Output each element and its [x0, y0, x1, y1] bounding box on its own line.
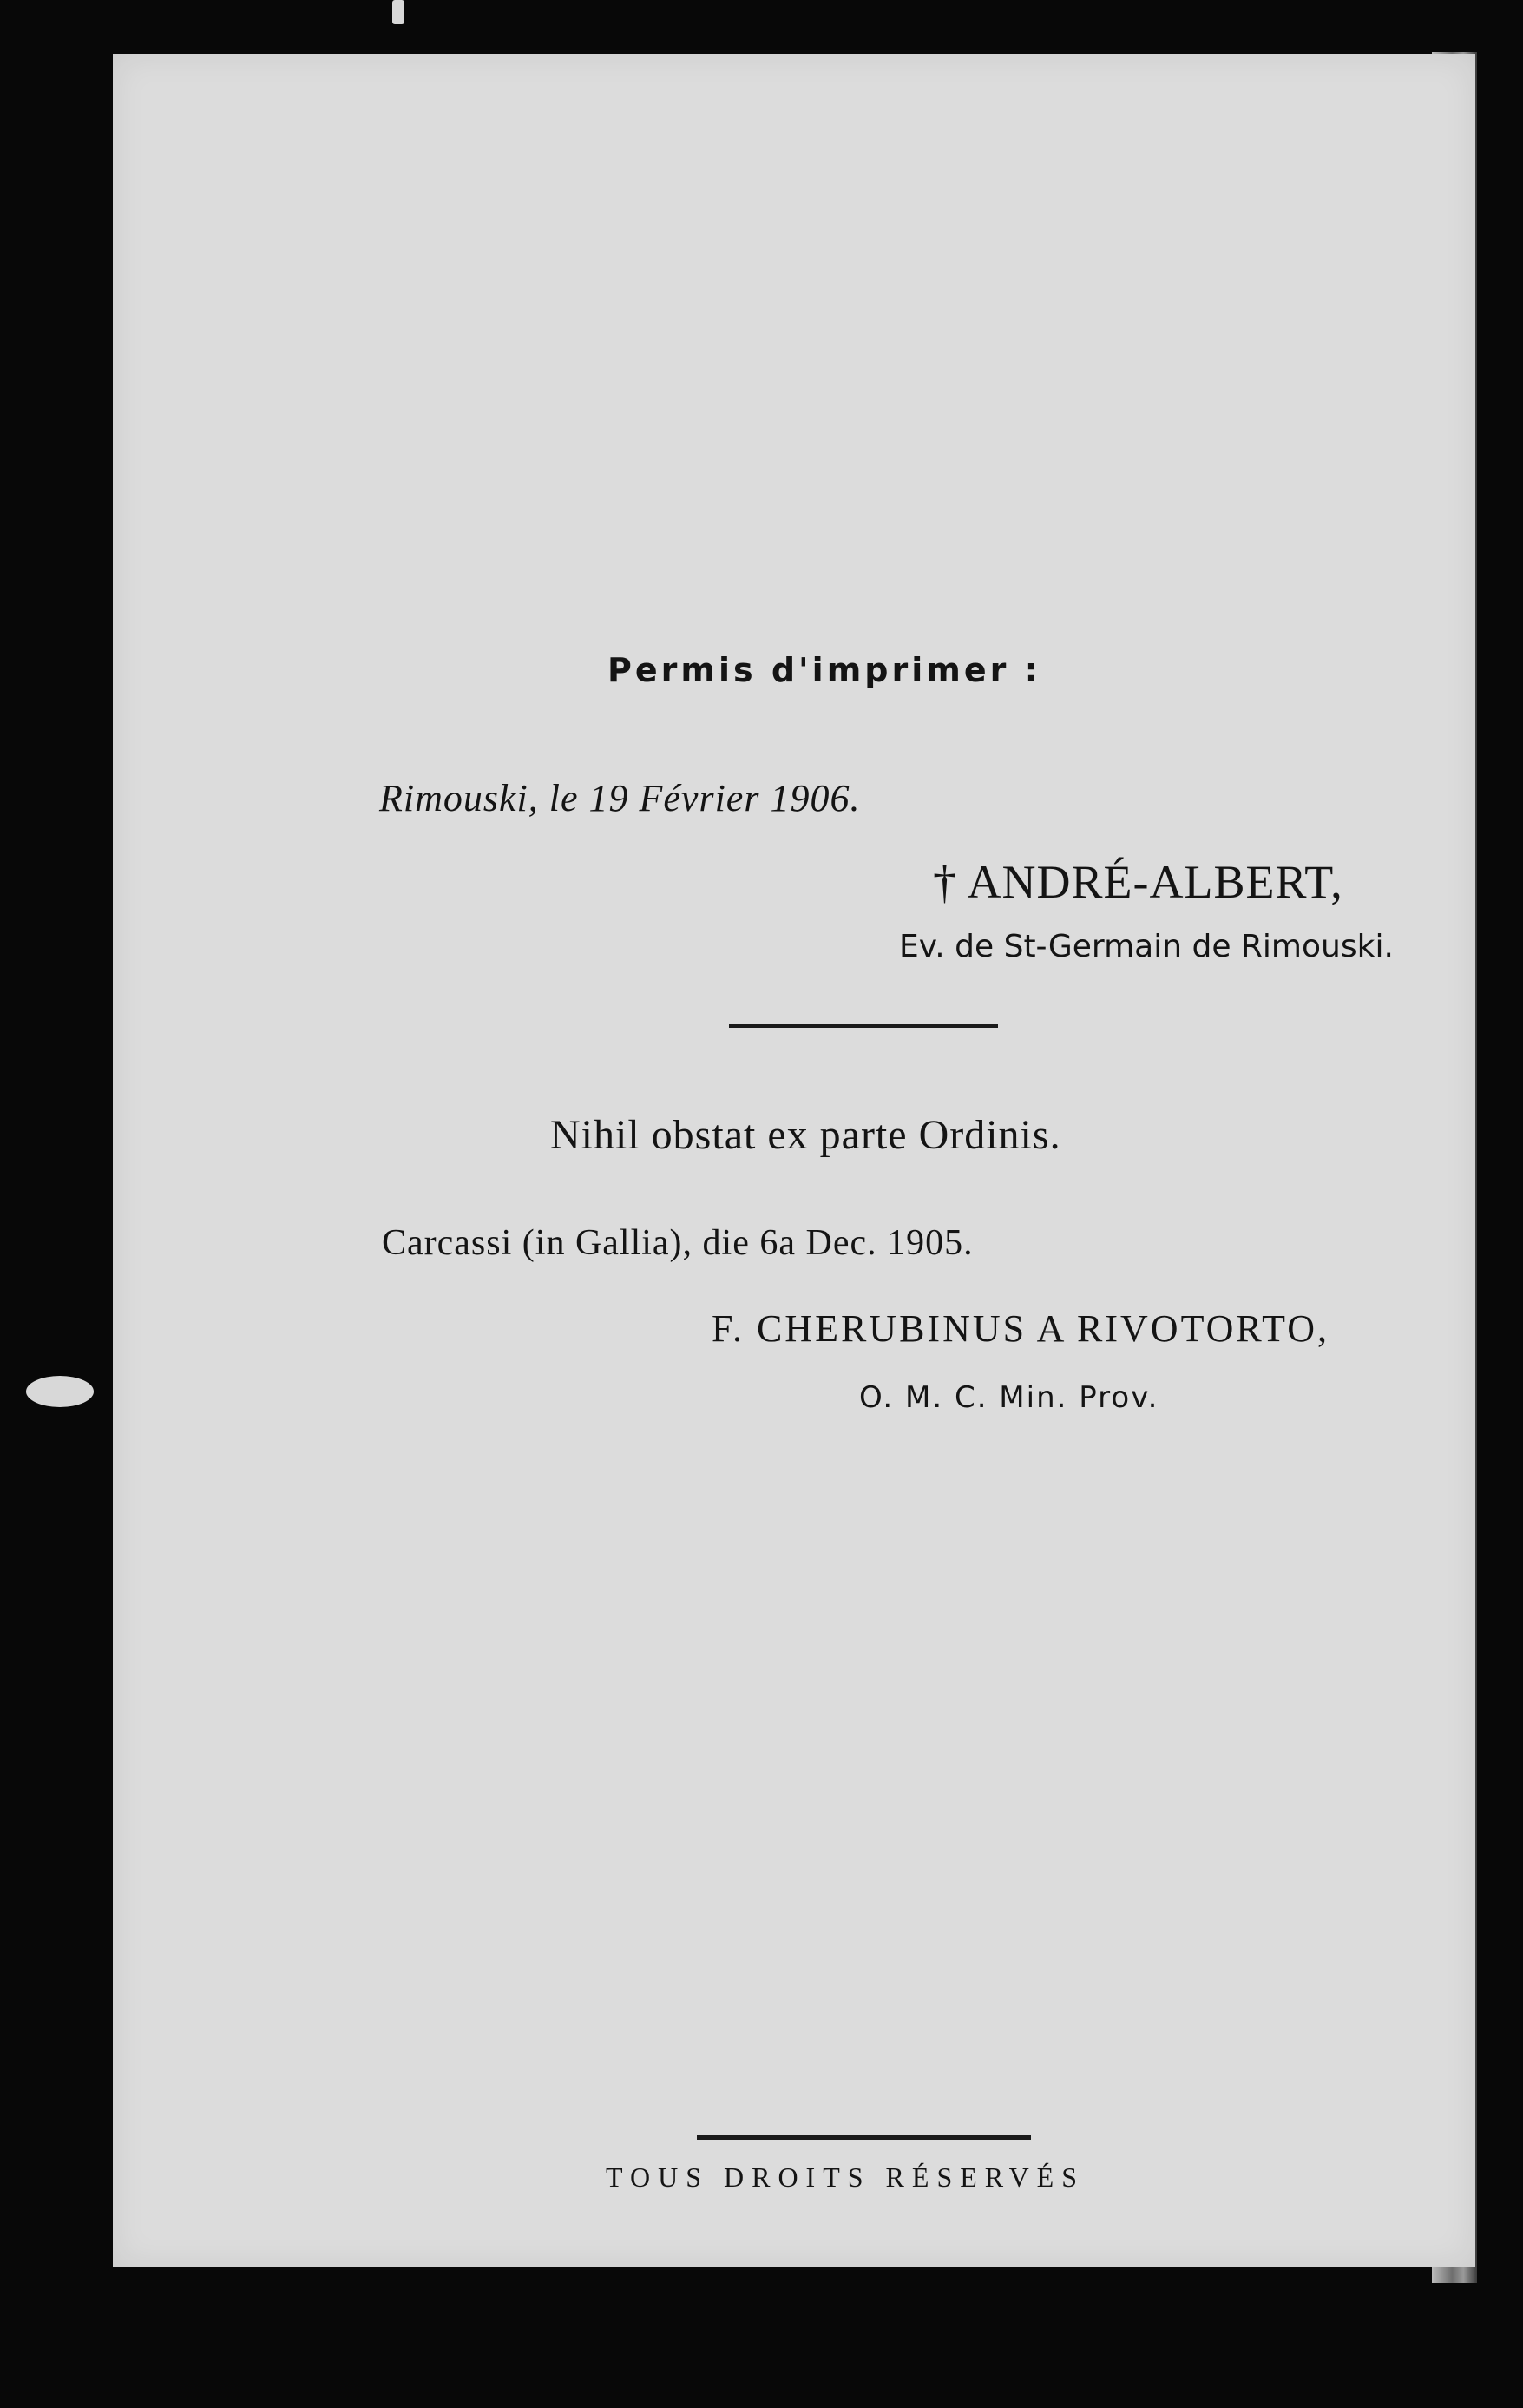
section-divider — [729, 1024, 998, 1028]
bishop-signature: † ANDRÉ-ALBERT, — [933, 856, 1343, 908]
paper-fleck — [392, 0, 404, 24]
nihil-obstat-statement: Nihil obstat ex parte Ordinis. — [550, 1112, 1061, 1158]
rights-reserved-notice: TOUS DROITS RÉSERVÉS — [606, 2161, 1086, 2193]
permission-place-date: Rimouski, le 19 Février 1906. — [379, 777, 861, 819]
bishop-title: Ev. de St-Germain de Rimouski. — [899, 929, 1394, 964]
approbation-place-date: Carcassi (in Gallia), die 6a Dec. 1905. — [382, 1223, 974, 1263]
footer-rule — [697, 2135, 1031, 2140]
provincial-signature: F. CHERUBINUS A RIVOTORTO, — [712, 1307, 1329, 1350]
permission-heading: Permis d'imprimer : — [607, 651, 1041, 689]
paper-fleck — [26, 1376, 94, 1407]
document-page — [113, 54, 1475, 2267]
provincial-title: O. M. C. Min. Prov. — [859, 1380, 1159, 1415]
